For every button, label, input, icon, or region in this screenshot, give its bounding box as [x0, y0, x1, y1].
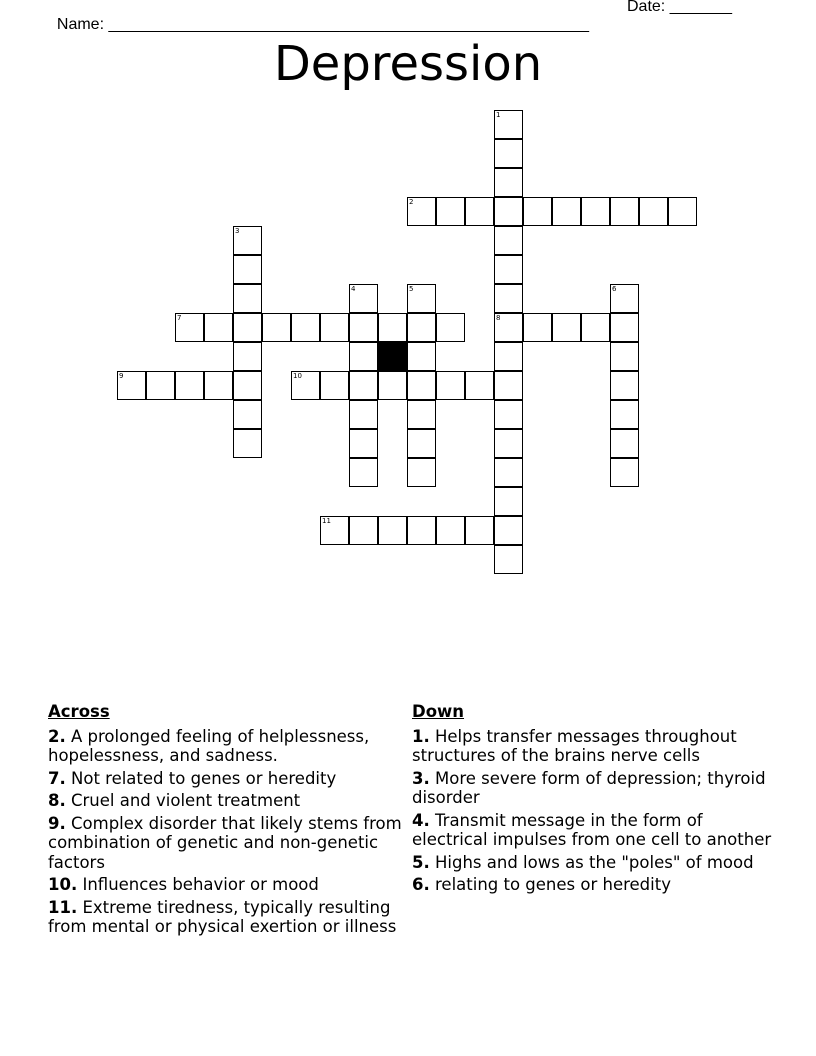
clue-item [48, 727, 408, 766]
crossword-cell[interactable] [320, 516, 349, 545]
crossword-cell[interactable] [581, 197, 610, 226]
clue-text: Highs and lows as the "poles" of mood [435, 852, 754, 872]
crossword-cell[interactable] [233, 284, 262, 313]
down-clues [412, 702, 772, 898]
crossword-cell[interactable] [552, 313, 581, 342]
crossword-cell[interactable] [407, 400, 436, 429]
crossword-cell[interactable] [349, 371, 378, 400]
crossword-cell[interactable] [494, 371, 523, 400]
clue-text: relating to genes or heredity [435, 875, 671, 894]
clue-item [412, 727, 772, 766]
crossword-cell[interactable] [494, 516, 523, 545]
crossword-cell[interactable] [320, 371, 349, 400]
across-heading: Across [48, 702, 110, 721]
clue-item [48, 769, 408, 789]
crossword-cell[interactable] [610, 400, 639, 429]
crossword-cell[interactable] [436, 371, 465, 400]
clue-item [48, 898, 408, 937]
clue-number-label: 5 [409, 285, 414, 293]
down-heading: Down [412, 702, 465, 721]
clue-number: 2. [48, 726, 66, 746]
crossword-cell[interactable] [494, 139, 523, 168]
crossword-cell[interactable] [349, 284, 378, 313]
crossword-cell[interactable] [494, 284, 523, 313]
crossword-cell[interactable] [494, 458, 523, 487]
clue-number-label: 2 [409, 198, 414, 206]
crossword-cell[interactable] [407, 371, 436, 400]
crossword-cell[interactable] [494, 168, 523, 197]
crossword-cell[interactable] [523, 313, 552, 342]
crossword-cell[interactable] [378, 516, 407, 545]
crossword-black-cell [378, 342, 407, 371]
clue-number-label: 6 [612, 285, 617, 293]
crossword-cell[interactable] [407, 197, 436, 226]
crossword-cell[interactable] [233, 429, 262, 458]
crossword-cell[interactable] [407, 342, 436, 371]
clue-text: Cruel and violent treatment [71, 791, 301, 810]
crossword-cell[interactable] [233, 371, 262, 400]
crossword-cell[interactable] [610, 313, 639, 342]
clue-number: 6. [412, 875, 430, 894]
crossword-cell[interactable] [494, 545, 523, 574]
crossword-cell[interactable] [610, 197, 639, 226]
clue-text: A prolonged feeling of helplessness, hopelessness, and sadness. [48, 726, 370, 765]
clue-number: 4. [412, 810, 430, 830]
crossword-cell[interactable] [378, 371, 407, 400]
page-title: Depression [273, 36, 543, 92]
crossword-cell[interactable] [175, 313, 204, 342]
clue-number-label: 10 [293, 372, 302, 380]
clue-text: Helps transfer messages throughout structures of the brains nerve cells [412, 726, 737, 765]
crossword-cell[interactable] [610, 371, 639, 400]
crossword-cell[interactable] [436, 197, 465, 226]
crossword-cell[interactable] [407, 458, 436, 487]
clue-text: Influences behavior or mood [82, 875, 319, 894]
crossword-cell[interactable] [407, 429, 436, 458]
crossword-cell[interactable] [465, 197, 494, 226]
clue-item [48, 814, 408, 873]
crossword-cell[interactable] [523, 197, 552, 226]
across-clues [48, 702, 408, 940]
crossword-cell[interactable] [233, 226, 262, 255]
crossword-cell[interactable] [610, 284, 639, 313]
crossword-cell[interactable] [465, 516, 494, 545]
crossword-cell[interactable] [378, 313, 407, 342]
clue-item [412, 853, 772, 873]
clue-number: 5. [412, 852, 430, 872]
crossword-cell[interactable] [204, 313, 233, 342]
crossword-cell[interactable] [349, 342, 378, 371]
clue-number: 7. [48, 768, 66, 788]
crossword-cell[interactable] [494, 400, 523, 429]
clue-item [412, 769, 772, 808]
crossword-cell[interactable] [610, 458, 639, 487]
crossword-cell[interactable] [349, 458, 378, 487]
crossword-cell[interactable] [494, 487, 523, 516]
clue-text: More severe form of depression; thyroid disorder [412, 768, 766, 807]
clue-number-label: 1 [496, 111, 501, 119]
clue-number: 11. [48, 897, 78, 917]
clue-number: 9. [48, 813, 66, 833]
crossword-cell[interactable] [349, 313, 378, 342]
clue-number-label: 9 [119, 372, 124, 380]
crossword-cell[interactable] [233, 342, 262, 371]
crossword-cell[interactable] [349, 429, 378, 458]
clue-number-label: 11 [322, 517, 331, 525]
crossword-cell[interactable] [494, 110, 523, 139]
crossword-cell[interactable] [639, 197, 668, 226]
crossword-cell[interactable] [436, 516, 465, 545]
clue-item [412, 875, 772, 895]
crossword-cell[interactable] [349, 400, 378, 429]
crossword-cell[interactable] [407, 516, 436, 545]
crossword-cell[interactable] [146, 371, 175, 400]
clue-text: Not related to genes or heredity [71, 768, 337, 788]
crossword-cell[interactable] [291, 313, 320, 342]
crossword-cell[interactable] [262, 313, 291, 342]
crossword-cell[interactable] [407, 313, 436, 342]
clue-number-label: 8 [496, 314, 501, 322]
crossword-cell[interactable] [465, 371, 494, 400]
crossword-cell[interactable] [175, 371, 204, 400]
crossword-cell[interactable] [494, 197, 523, 226]
crossword-cell[interactable] [494, 255, 523, 284]
clue-number: 3. [412, 768, 430, 788]
clue-text: Extreme tiredness, typically resulting from mental or physical exertion or illness [48, 897, 397, 936]
clue-number-label: 7 [177, 314, 182, 322]
crossword-cell[interactable] [349, 516, 378, 545]
crossword-cell[interactable] [494, 429, 523, 458]
clue-number-label: 3 [235, 227, 240, 235]
crossword-cell[interactable] [610, 429, 639, 458]
date-field-label[interactable]: Date: _______ [627, 0, 732, 15]
crossword-cell[interactable] [494, 342, 523, 371]
crossword-cell[interactable] [494, 313, 523, 342]
clue-item [412, 811, 772, 850]
crossword-cell[interactable] [668, 197, 697, 226]
crossword-cell[interactable] [204, 371, 233, 400]
crossword-cell[interactable] [407, 284, 436, 313]
crossword-cell[interactable] [233, 255, 262, 284]
name-field-label[interactable]: Name: ______________________________________________________ [56, 16, 589, 33]
crossword-cell[interactable] [610, 342, 639, 371]
crossword-cell[interactable] [581, 313, 610, 342]
crossword-cell[interactable] [291, 371, 320, 400]
clue-number-label: 4 [351, 285, 356, 293]
clue-item [48, 791, 408, 811]
crossword-cell[interactable] [552, 197, 581, 226]
crossword-cell[interactable] [494, 226, 523, 255]
crossword-cell[interactable] [320, 313, 349, 342]
clue-text: Transmit message in the form of electrical impulses from one cell to another [412, 810, 772, 849]
clue-number: 8. [48, 791, 66, 810]
crossword-cell[interactable] [117, 371, 146, 400]
clue-number: 10. [48, 875, 78, 894]
clue-item [48, 875, 408, 895]
clue-text: Complex disorder that likely stems from combination of genetic and non-genetic factors [48, 813, 402, 872]
clue-number: 1. [412, 726, 430, 746]
crossword-cell[interactable] [233, 313, 262, 342]
crossword-cell[interactable] [436, 313, 465, 342]
crossword-cell[interactable] [233, 400, 262, 429]
